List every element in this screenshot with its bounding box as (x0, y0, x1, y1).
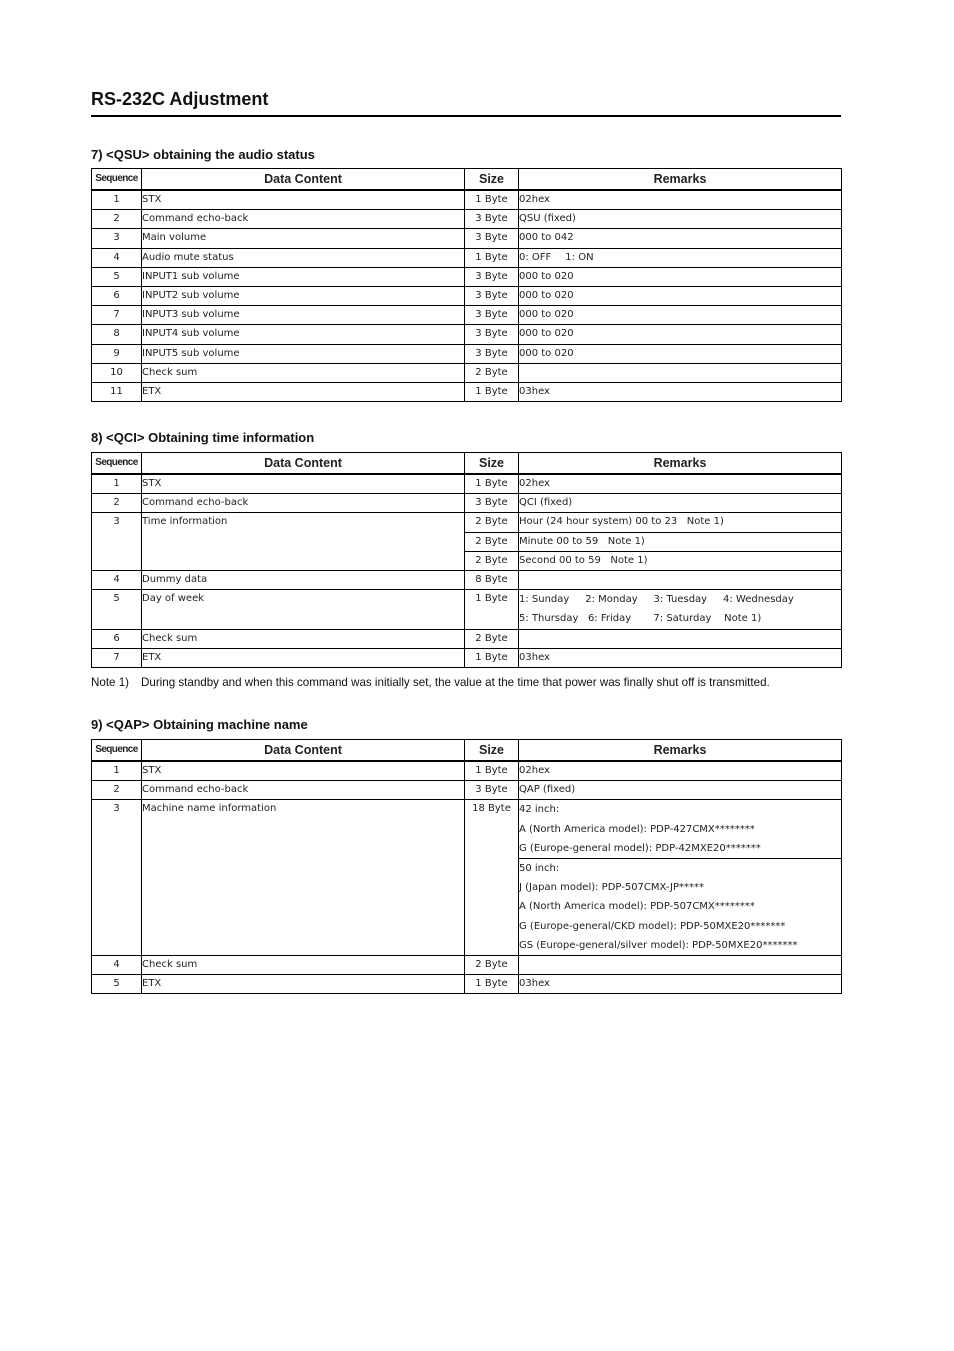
cell-content: Time information (142, 513, 465, 571)
table-row (92, 975, 842, 994)
cell-remarks: Minute 00 to 59 Note 1) (519, 532, 842, 551)
cell-size: 2 Byte (465, 513, 519, 532)
cell-size: 3 Byte (465, 229, 519, 248)
cell-size: 3 Byte (465, 781, 519, 800)
cell-size: 3 Byte (465, 267, 519, 286)
cell-seq: 6 (92, 287, 142, 306)
table-row (92, 363, 842, 382)
remarks-line: J (Japan model): PDP-507CMX-JP***** (519, 882, 705, 894)
cell-remarks-42inch (519, 800, 842, 859)
cell-remarks (519, 363, 842, 382)
table-row (92, 955, 842, 974)
cell-remarks: Second 00 to 59 Note 1) (519, 551, 842, 570)
cell-remarks: 02hex (519, 761, 842, 781)
header-remarks: Remarks (519, 169, 842, 191)
cell-seq: 2 (92, 210, 142, 229)
table-row (92, 229, 842, 248)
remarks-off: 0: OFF (519, 251, 552, 263)
table-row (92, 571, 842, 590)
cell-size: 2 Byte (465, 532, 519, 551)
cell-seq: 8 (92, 325, 142, 344)
table-row (92, 344, 842, 363)
cell-size: 3 Byte (465, 344, 519, 363)
cell-size: 3 Byte (465, 306, 519, 325)
cell-remarks (519, 248, 842, 267)
cell-seq: 9 (92, 344, 142, 363)
footnote-text: During standby and when this command was initially set, the value at the time that power was finally shut off is transmitted. (141, 676, 770, 689)
cell-content: ETX (142, 648, 465, 667)
cell-seq: 1 (92, 761, 142, 781)
remarks-line: 50 inch: (519, 862, 560, 874)
remarks-line: 1: Sunday 2: Monday 3: Tuesday 4: Wednesday (519, 594, 794, 606)
cell-size: 18 Byte (465, 800, 519, 956)
header-remarks: Remarks (519, 740, 842, 762)
cell-seq: 1 (92, 474, 142, 494)
cell-content: Dummy data (142, 571, 465, 590)
cell-remarks: 03hex (519, 383, 842, 402)
cell-size: 1 Byte (465, 761, 519, 781)
cell-seq: 4 (92, 248, 142, 267)
cell-remarks: 03hex (519, 975, 842, 994)
cell-remarks: 000 to 020 (519, 287, 842, 306)
cell-size: 8 Byte (465, 571, 519, 590)
header-size: Size (465, 740, 519, 762)
cell-seq: 11 (92, 383, 142, 402)
cell-size: 1 Byte (465, 190, 519, 210)
header-size: Size (465, 453, 519, 475)
cell-size: 3 Byte (465, 325, 519, 344)
cell-remarks: Hour (24 hour system) 00 to 23 Note 1) (519, 513, 842, 532)
cell-content: INPUT4 sub volume (142, 325, 465, 344)
footnote (91, 676, 851, 690)
cell-content: ETX (142, 975, 465, 994)
cell-size: 1 Byte (465, 648, 519, 667)
cell-content: STX (142, 474, 465, 494)
cell-seq: 5 (92, 975, 142, 994)
qci-table (91, 452, 842, 668)
table-row (92, 383, 842, 402)
cell-remarks: 02hex (519, 190, 842, 210)
cell-content: Main volume (142, 229, 465, 248)
qsu-table (91, 168, 842, 402)
cell-seq: 2 (92, 781, 142, 800)
cell-size: 2 Byte (465, 629, 519, 648)
table-row (92, 800, 842, 859)
header-data-content: Data Content (142, 169, 465, 191)
cell-remarks (519, 571, 842, 590)
remarks-line: GS (Europe-general/silver model): PDP-50MXE20******* (519, 939, 798, 951)
table-row (92, 629, 842, 648)
cell-content: Check sum (142, 629, 465, 648)
cell-content: Day of week (142, 590, 465, 629)
table-row (92, 781, 842, 800)
remarks-line: 5: Thursday 6: Friday 7: Saturday Note 1) (519, 613, 762, 625)
cell-content: INPUT1 sub volume (142, 267, 465, 286)
section-heading-qsu: 7) <QSU> obtaining the audio status (91, 147, 315, 162)
footnote-label: Note 1) (91, 676, 130, 689)
remarks-line: 42 inch: (519, 804, 560, 816)
remarks-on: 1: ON (565, 251, 594, 263)
cell-seq: 4 (92, 955, 142, 974)
cell-content: Command echo-back (142, 210, 465, 229)
cell-remarks: 000 to 020 (519, 344, 842, 363)
table-row (92, 494, 842, 513)
cell-size: 3 Byte (465, 494, 519, 513)
cell-size: 2 Byte (465, 551, 519, 570)
cell-content: INPUT5 sub volume (142, 344, 465, 363)
table-row (92, 474, 842, 494)
cell-seq: 10 (92, 363, 142, 382)
cell-content: STX (142, 190, 465, 210)
cell-content: ETX (142, 383, 465, 402)
cell-remarks: 000 to 042 (519, 229, 842, 248)
table-row (92, 248, 842, 267)
cell-content: STX (142, 761, 465, 781)
cell-content: Check sum (142, 955, 465, 974)
table-row (92, 190, 842, 210)
header-data-content: Data Content (142, 740, 465, 762)
cell-remarks: QAP (fixed) (519, 781, 842, 800)
header-data-content: Data Content (142, 453, 465, 475)
cell-seq: 6 (92, 629, 142, 648)
cell-size: 2 Byte (465, 955, 519, 974)
cell-content: INPUT3 sub volume (142, 306, 465, 325)
cell-seq: 5 (92, 267, 142, 286)
cell-remarks: QCI (fixed) (519, 494, 842, 513)
remarks-line: A (North America model): PDP-427CMX******** (519, 823, 755, 835)
cell-content: Command echo-back (142, 781, 465, 800)
header-remarks: Remarks (519, 453, 842, 475)
table-row (92, 267, 842, 286)
cell-seq: 7 (92, 306, 142, 325)
cell-size: 2 Byte (465, 363, 519, 382)
qap-table (91, 739, 842, 994)
remarks-line: G (Europe-general/CKD model): PDP-50MXE20******* (519, 920, 786, 932)
table-row (92, 210, 842, 229)
table-row (92, 761, 842, 781)
cell-remarks (519, 590, 842, 629)
table-header-row (92, 740, 842, 762)
table-row (92, 648, 842, 667)
section-heading-qap: 9) <QAP> Obtaining machine name (91, 717, 308, 732)
cell-size: 1 Byte (465, 590, 519, 629)
cell-seq: 1 (92, 190, 142, 210)
cell-size: 1 Byte (465, 383, 519, 402)
remarks-line: A (North America model): PDP-507CMX******** (519, 901, 755, 913)
table-row (92, 325, 842, 344)
remarks-line: G (Europe-general model): PDP-42MXE20******* (519, 842, 761, 854)
cell-content: Check sum (142, 363, 465, 382)
cell-remarks: 000 to 020 (519, 306, 842, 325)
table-row (92, 513, 842, 532)
table-header-row (92, 453, 842, 475)
table-row (92, 306, 842, 325)
table-header-row (92, 169, 842, 191)
table-row (92, 590, 842, 629)
cell-content: Audio mute status (142, 248, 465, 267)
cell-remarks (519, 955, 842, 974)
cell-size: 1 Byte (465, 975, 519, 994)
page-title: RS-232C Adjustment (91, 88, 841, 117)
cell-remarks (519, 629, 842, 648)
cell-seq: 3 (92, 513, 142, 571)
header-sequence: Sequence (92, 740, 142, 762)
cell-seq: 3 (92, 800, 142, 956)
cell-remarks: 000 to 020 (519, 267, 842, 286)
table-row (92, 287, 842, 306)
cell-remarks: QSU (fixed) (519, 210, 842, 229)
cell-seq: 2 (92, 494, 142, 513)
cell-seq: 7 (92, 648, 142, 667)
header-size: Size (465, 169, 519, 191)
cell-seq: 3 (92, 229, 142, 248)
cell-seq: 4 (92, 571, 142, 590)
cell-content: INPUT2 sub volume (142, 287, 465, 306)
cell-size: 3 Byte (465, 287, 519, 306)
cell-remarks-50inch (519, 858, 842, 955)
cell-content: Machine name information (142, 800, 465, 956)
cell-size: 1 Byte (465, 474, 519, 494)
section-heading-qci: 8) <QCI> Obtaining time information (91, 430, 315, 445)
cell-content: Command echo-back (142, 494, 465, 513)
header-sequence: Sequence (92, 453, 142, 475)
cell-size: 3 Byte (465, 210, 519, 229)
cell-seq: 5 (92, 590, 142, 629)
cell-size: 1 Byte (465, 248, 519, 267)
header-sequence: Sequence (92, 169, 142, 191)
cell-remarks: 02hex (519, 474, 842, 494)
cell-remarks: 03hex (519, 648, 842, 667)
cell-remarks: 000 to 020 (519, 325, 842, 344)
